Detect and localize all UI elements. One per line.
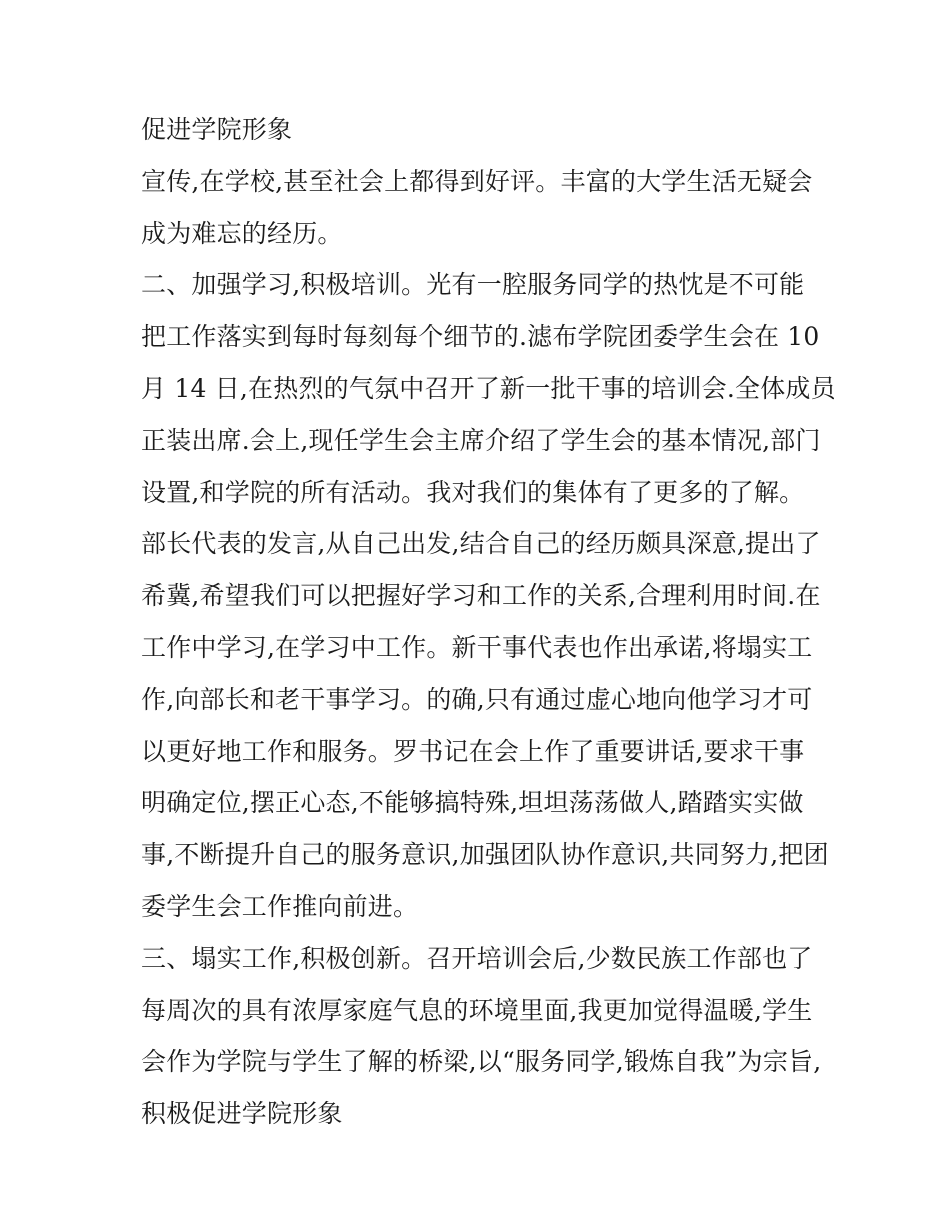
text-line-20: 积极促进学院形象 xyxy=(141,1099,343,1129)
document-page xyxy=(141,104,836,1140)
text-line-14: 明确定位,摆正心态,不能够搞特殊,坦坦荡荡做人,踏踏实实做 xyxy=(141,788,804,818)
text-line-11: 工作中学习,在学习中工作。新干事代表也作出承诺,将塌实工 xyxy=(141,632,813,662)
text-line-15: 事,不断提升自己的服务意识,加强团队协作意识,共同努力,把团 xyxy=(141,840,829,870)
text-line-4: 二、加强学习,积极培训。光有一腔服务同学的热忱是不可能 xyxy=(141,270,805,300)
text-line-9: 部长代表的发言,从自己出发,结合自己的经历颇具深意,提出了 xyxy=(141,529,821,559)
text-line-7: 正装出席.会上,现任学生会主席介绍了学生会的基本情况,部门 xyxy=(141,425,821,455)
text-line-3: 成为难忘的经历。 xyxy=(141,218,343,248)
text-line-12: 作,向部长和老干事学习。的确,只有通过虚心地向他学习才可 xyxy=(141,684,813,714)
text-line-17: 三、塌实工作,积极创新。召开培训会后,少数民族工作部也了 xyxy=(141,943,813,973)
text-line-5: 把工作落实到每时每刻每个细节的.滤布学院团委学生会在 10 xyxy=(141,322,820,352)
text-line-19: 会作为学院与学生了解的桥梁,以“服务同学,锻炼自我”为宗旨, xyxy=(141,1047,822,1077)
text-line-16: 委学生会工作推向前进。 xyxy=(141,891,419,921)
text-line-6: 月 14 日,在热烈的气氛中召开了新一批干事的培训会.全体成员 xyxy=(141,373,836,403)
text-line-18: 每周次的具有浓厚家庭气息的环境里面,我更加觉得温暖,学生 xyxy=(141,995,813,1025)
text-line-2: 宣传,在学校,甚至社会上都得到好评。丰富的大学生活无疑会 xyxy=(141,166,813,196)
text-line-10: 希冀,希望我们可以把握好学习和工作的关系,合理利用时间.在 xyxy=(141,581,821,611)
text-line-8: 设置,和学院的所有活动。我对我们的集体有了更多的了解。 xyxy=(141,477,805,507)
text-line-1: 促进学院形象 xyxy=(141,115,293,144)
text-line-13: 以更好地工作和服务。罗书记在会上作了重要讲话,要求干事 xyxy=(141,736,805,766)
